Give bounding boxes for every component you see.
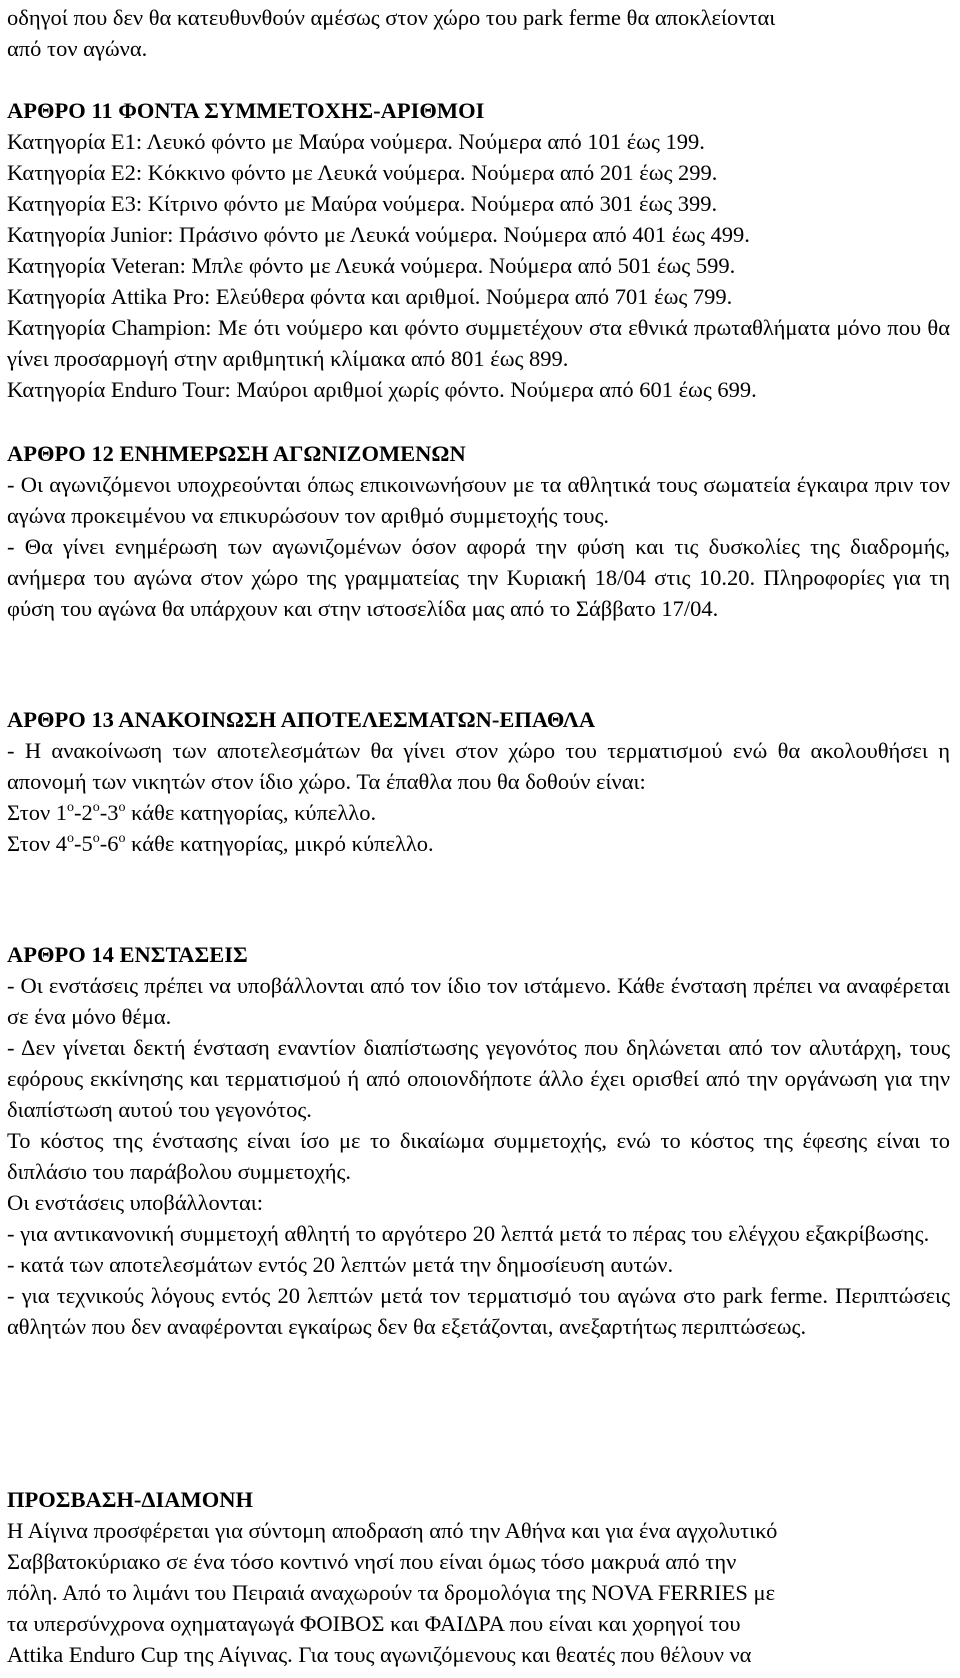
article-14	[0, 939, 960, 1342]
access-line: Attika Enduro Cup της Αίγινας. Για τους αγωνιζόμενους και θεατές που θέλουν να	[7, 1642, 752, 1667]
article-13-heading: ΑΡΘΡΟ 13 ΑΝΑΚΟΙΝΩΣΗ ΑΠΟΤΕΛΕΣΜΑΤΩΝ-ΕΠΑΘΛΑ	[7, 707, 596, 732]
article-14-paragraph: - κατά των αποτελεσμάτων εντός 20 λεπτών μετά την δημοσίευση αυτών.	[7, 1252, 674, 1277]
article-11-heading: ΑΡΘΡΟ 11 ΦΟΝΤΑ ΣΥΜΜΕΤΟΧΗΣ-ΑΡΙΘΜΟΙ	[7, 98, 485, 123]
access-line: τα υπερσύνχρονα οχηματαγωγά ΦΟΙΒΟΣ και ΦΑΙΔΡΑ που είναι και χορηγοί του	[7, 1611, 741, 1636]
article-14-paragraph: Το κόστος της ένστασης είναι ίσο με το δικαίωμα συμμετοχής, ενώ το κόστος της έφεσης είναι το διπλάσιο του παράβολου συμμετοχής.	[7, 1128, 950, 1184]
article-14-heading: ΑΡΘΡΟ 14 ΕΝΣΤΑΣΕΙΣ	[7, 942, 248, 967]
access-section	[0, 1484, 960, 1670]
prize-line: Στον $4^o-5^o-6^o$ κάθε κατηγορίας, μικρό κύπελλο.	[7, 831, 434, 856]
category-e1: Κατηγορία Ε1: Λευκό φόντο με Μαύρα νούμερα. Νούμερα από 101 έως 199.	[7, 129, 705, 154]
category-veteran: Κατηγορία Veteran: Μπλε φόντο με Λευκά νούμερα. Νούμερα από 501 έως 599.	[7, 253, 736, 278]
intro-line: από τον αγώνα.	[7, 36, 148, 61]
access-line: Η Αίγινα προσφέρεται για σύντομη αποδραση από την Αθήνα και για ένα αγχολυτικό	[7, 1518, 778, 1543]
category-junior: Κατηγορία Junior: Πράσινο φόντο με Λευκά νούμερα. Νούμερα από 401 έως 499.	[7, 222, 750, 247]
article-12	[0, 438, 960, 624]
article-14-paragraph: Οι ενστάσεις υποβάλλονται:	[7, 1190, 264, 1215]
category-enduro-tour: Κατηγορία Enduro Tour: Μαύροι αριθμοί χωρίς φόντο. Νούμερα από 601 έως 699.	[7, 377, 757, 402]
category-e3: Κατηγορία Ε3: Κίτρινο φόντο με Μαύρα νούμερα. Νούμερα από 301 έως 399.	[7, 191, 718, 216]
article-14-paragraph: - για αντικανονική συμμετοχή αθλητή το αργότερο 20 λεπτά μετά το πέρας του ελέγχου εξακρίβωσης.	[7, 1221, 930, 1246]
category-attika-pro: Κατηγορία Attika Pro: Ελεύθερα φόντα και αριθμοί. Νούμερα από 701 έως 799.	[7, 284, 733, 309]
category-e2: Κατηγορία Ε2: Κόκκινο φόντο με Λευκά νούμερα. Νούμερα από 201 έως 299.	[7, 160, 718, 185]
article-12-paragraph: - Οι αγωνιζόμενοι υποχρεούνται όπως επικοινωνήσουν με τα αθλητικά τους σωματεία έγκαιρα πριν τον αγώνα προκειμένου να επικυρώσουν τον αριθμό συμμετοχής τους.	[7, 472, 950, 528]
prize-line: Στον $1^o-2^o-3^o$ κάθε κατηγορίας, κύπελλο.	[7, 800, 377, 825]
article-14-paragraph: - για τεχνικούς λόγους εντός 20 λεπτών μετά τον τερματισμό του αγώνα στο park ferme. Περιπτώσεις αθλητών που δεν αναφέρονται εγκαίρως δεν θα εξετάζονται, ανεξαρτήτως περιπτώσεως.	[7, 1283, 950, 1339]
intro-line: οδηγοί που δεν θα κατευθυνθούν αμέσως στον χώρο του park ferme θα αποκλείονται	[7, 5, 776, 30]
article-11	[0, 95, 960, 405]
access-heading: ΠΡΟΣΒΑΣΗ-ΔΙΑΜΟΝΗ	[7, 1487, 254, 1512]
article-12-paragraph: - Θα γίνει ενημέρωση των αγωνιζομένων όσον αφορά την φύση και τις δυσκολίες της διαδρομής, ανήμερα του αγώνα στον χώρο της γραμματείας την Κυριακή 18/04 στις 10.20. Πληροφορίες για τη φύση του αγώνα θα υπάρχουν και στην ιστοσελίδα μας από το Σάββατο 17/04.	[7, 534, 950, 621]
access-line: πόλη. Από το λιμάνι του Πειραιά αναχωρούν τα δρομολόγια της NOVA FERRIES με	[7, 1580, 776, 1605]
article-13	[0, 704, 960, 859]
access-line: Σαββατοκύριακο σε ένα τόσο κοντινό νησί που είναι όμως τόσο μακρυά από την	[7, 1549, 737, 1574]
article-14-paragraph: - Δεν γίνεται δεκτή ένσταση εναντίον διαπίστωσης γεγονότος που δηλώνεται από τον αλυτάρχη, τους εφόρους εκκίνησης και τερματισμού ή από οποιονδήποτε άλλο έχει ορισθεί από την οργάνωση για την διαπίστωση αυτού του γεγονότος.	[7, 1035, 950, 1122]
article-14-paragraph: - Οι ενστάσεις πρέπει να υποβάλλονται από τον ίδιο τον ιστάμενο. Κάθε ένσταση πρέπει να αναφέρεται σε ένα μόνο θέμα.	[7, 973, 950, 1029]
article-12-heading: ΑΡΘΡΟ 12 ΕΝΗΜΕΡΩΣΗ ΑΓΩΝΙΖΟΜΕΝΩΝ	[7, 441, 466, 466]
category-champion: Κατηγορία Champion: Με ότι νούμερο και φόντο συμμετέχουν στα εθνικά πρωταθλήματα μόνο που θα γίνει προσαρμογή στην αριθμητική κλίμακα από 801 έως 899.	[7, 315, 950, 371]
intro-section	[0, 2, 960, 64]
article-13-paragraph: - Η ανακοίνωση των αποτελεσμάτων θα γίνει στον χώρο του τερματισμού ενώ θα ακολουθήσει η απονομή των νικητών στον ίδιο χώρο. Τα έπαθλα που θα δοθούν είναι:	[7, 738, 950, 794]
